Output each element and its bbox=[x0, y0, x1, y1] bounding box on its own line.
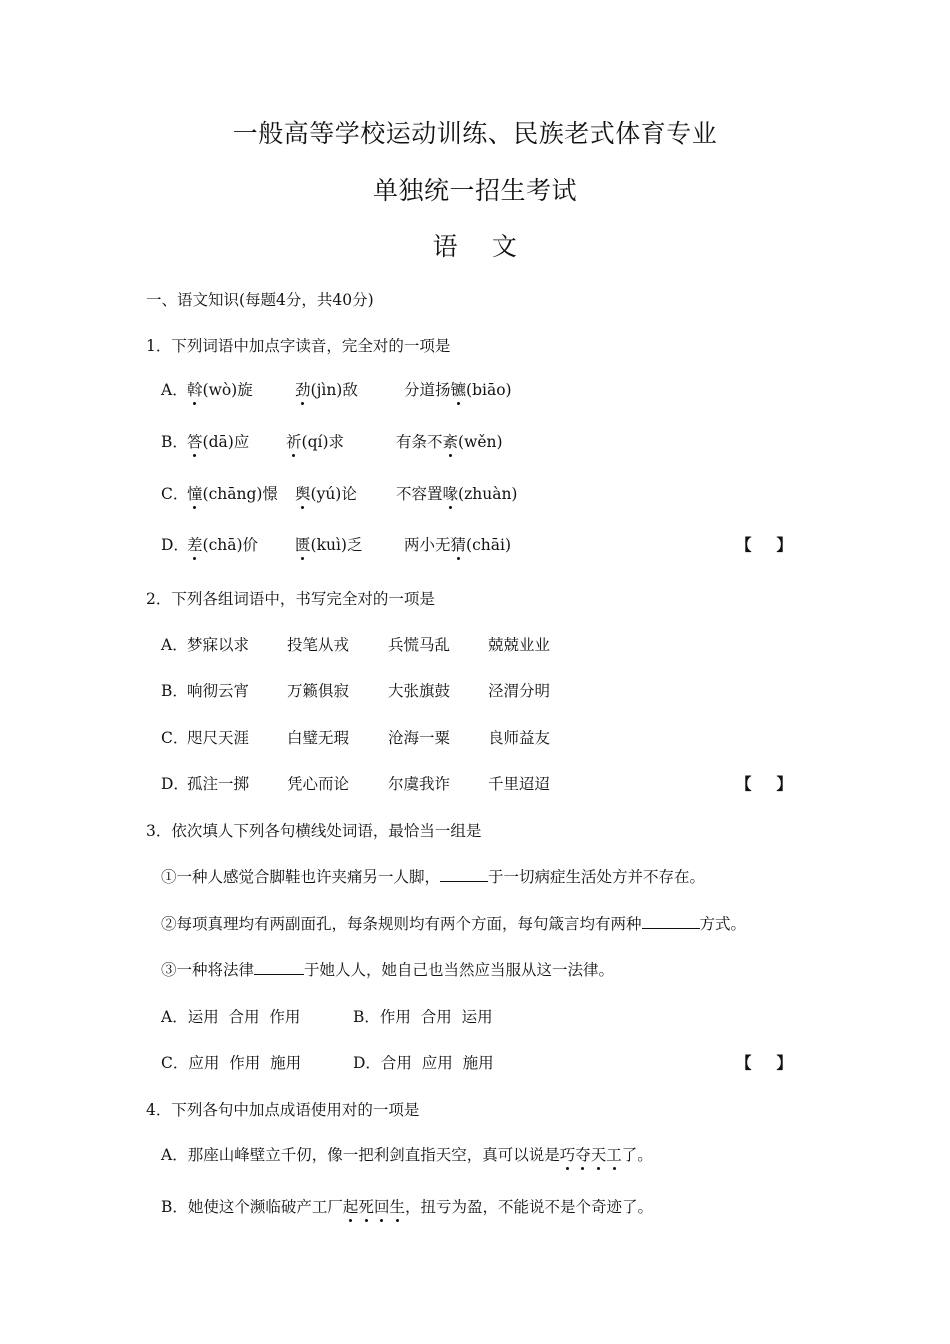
word-2: 白璧无瑕 bbox=[287, 729, 350, 747]
dotted-char: 夺 bbox=[575, 1143, 591, 1165]
word-1: 咫尺天涯 bbox=[187, 729, 250, 747]
word-3: 分道扬镳(biāo) bbox=[404, 378, 512, 400]
option-label: D． bbox=[161, 536, 189, 554]
section-heading: 一、语文知识(每题4分，共40分) bbox=[146, 291, 374, 309]
dotted-idiom bbox=[343, 1198, 405, 1216]
option-label: B． bbox=[161, 682, 188, 700]
word-2: 万籁俱寂 bbox=[287, 682, 350, 700]
word-3: 有条不紊(wěn) bbox=[396, 430, 503, 452]
q4-option-b: B．她使这个濒临破产工厂起死回生，扭亏为盈，不能说不是个奇迹了。 bbox=[161, 1195, 653, 1217]
option-label: C． bbox=[161, 485, 189, 503]
q3-option-a: A．运用 合用 作用 bbox=[161, 1008, 301, 1026]
dotted-idiom bbox=[560, 1146, 622, 1164]
q4-option-a: A．那座山峰壁立千仞，像一把利剑直指天空，真可以说是巧夺天工了。 bbox=[161, 1143, 653, 1165]
dotted-char: 生 bbox=[389, 1195, 405, 1217]
word-2: 凭心而论 bbox=[287, 775, 350, 793]
dotted-char: 巧 bbox=[560, 1143, 576, 1165]
word-4: 兢兢业业 bbox=[488, 636, 551, 654]
exam-title-line2: 单独统一招生考试 bbox=[372, 176, 577, 205]
exam-title-line1: 一般高等学校运动训练、民族老式体育专业 bbox=[232, 119, 718, 148]
word-3: 大张旗鼓 bbox=[388, 682, 451, 700]
word-3: 两小无猜(chāi) bbox=[404, 533, 511, 555]
word-2: 劲(jìn)敌 bbox=[295, 378, 358, 400]
q3-sentence-3: ③一种将法律 于她人人，她自己也当然应当服从这一法律。 bbox=[161, 958, 614, 980]
word-1: 斡(wò)旋 bbox=[187, 378, 253, 400]
q3-option-c: C．应用 作用 施用 bbox=[161, 1054, 302, 1072]
word-2: 匮(kuì)乏 bbox=[295, 533, 362, 555]
option-label: D． bbox=[161, 775, 189, 793]
word-4: 泾渭分明 bbox=[488, 682, 551, 700]
word-1: 答(dā)应 bbox=[187, 430, 249, 452]
word-3: 尔虞我诈 bbox=[388, 775, 451, 793]
q1-stem: 1．下列词语中加点字读音，完全对的一项是 bbox=[146, 337, 451, 355]
option-label: B． bbox=[161, 433, 188, 451]
word-4: 良师益友 bbox=[488, 729, 551, 747]
word-2: 祈(qí)求 bbox=[286, 430, 344, 452]
word-3: 沧海一粟 bbox=[388, 729, 451, 747]
q3-sentence-1: ①一种人感觉合脚鞋也许夹痛另一人脚， 于一切病症生活处方并不存在。 bbox=[161, 865, 705, 887]
q4-stem: 4．下列各句中加点成语使用对的一项是 bbox=[146, 1101, 420, 1119]
dotted-char: 回 bbox=[374, 1195, 390, 1217]
q3-answer-bracket: 【 】 bbox=[736, 1053, 792, 1072]
dotted-char: 起 bbox=[343, 1195, 359, 1217]
word-1: 孤注一掷 bbox=[187, 775, 250, 793]
option-label: A． bbox=[161, 381, 188, 399]
word-1: 梦寐以求 bbox=[187, 636, 250, 654]
word-3: 不容置喙(zhuàn) bbox=[396, 482, 517, 504]
q2-answer-bracket: 【 】 bbox=[736, 774, 792, 793]
dotted-char: 工 bbox=[606, 1143, 622, 1165]
fill-blank[interactable] bbox=[642, 913, 700, 930]
word-1: 憧(chāng)憬 bbox=[187, 482, 278, 504]
q1-answer-bracket: 【 】 bbox=[736, 535, 792, 554]
q2-stem: 2．下列各组词语中，书写完全对的一项是 bbox=[146, 590, 435, 608]
word-1: 差(chā)价 bbox=[187, 533, 258, 555]
word-2: 舆(yú)论 bbox=[295, 482, 357, 504]
option-label: C． bbox=[161, 729, 189, 747]
q3-option-b: B．作用 合用 运用 bbox=[353, 1008, 493, 1026]
dotted-char: 天 bbox=[591, 1143, 607, 1165]
word-3: 兵慌马乱 bbox=[388, 636, 451, 654]
word-1: 响彻云宵 bbox=[187, 682, 250, 700]
fill-blank[interactable] bbox=[440, 866, 488, 883]
word-2: 投笔从戎 bbox=[287, 636, 350, 654]
q3-sentence-2: ②每项真理均有两副面孔，每条规则均有两个方面，每句箴言均有两种 方式。 bbox=[161, 912, 746, 934]
word-4: 千里迢迢 bbox=[488, 775, 551, 793]
dotted-char: 死 bbox=[358, 1195, 374, 1217]
subject-title: 语 文 bbox=[432, 232, 518, 261]
q3-stem: 3．依次填人下列各句横线处词语，最恰当一组是 bbox=[146, 822, 482, 840]
q3-option-d: D．合用 应用 施用 bbox=[353, 1054, 494, 1072]
fill-blank[interactable] bbox=[254, 959, 304, 976]
option-label: A． bbox=[161, 636, 188, 654]
